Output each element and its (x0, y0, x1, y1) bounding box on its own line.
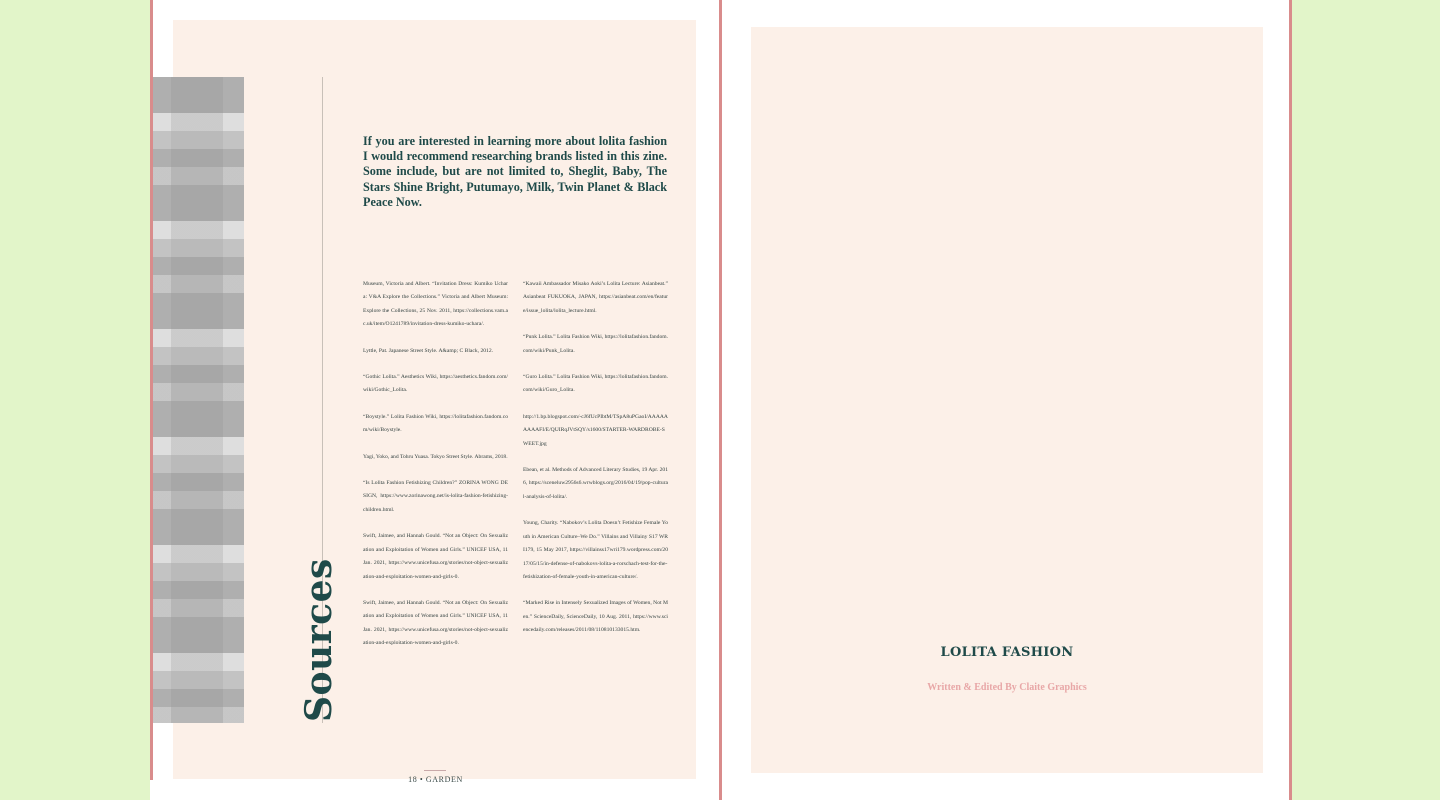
reference-item: Young, Charity. “Nabokov’s Lolita Doesn’t Fetishize Female Youth in American Culture–We Do.” Villains and Villainy S17 WRI179, 15 May 2017, https://villainss17wri179.wordpress.com/2017/05/15/in-defense-of-nabokovs-lolita-a-rorschach-test-for-the-fetishization-of-female-youth-in-american-culture/. (523, 520, 668, 580)
gingham-pattern-strip (153, 77, 244, 723)
reference-item: Swift, Jaimee, and Hannah Gould. “Not an Object: On Sexualization and Exploitation of Women and Girls.” UNICEF USA, 11 Jan. 2021, https://www.unicefusa.org/stories/not-object-sexualization-and-exploitation-women-and-girls-0. (363, 599, 508, 647)
page-edge-right (1289, 0, 1292, 800)
references-column-2 (523, 278, 668, 651)
reference-item: “Is Lolita Fashion Fetishizing Children?” ZORINA WONG DESIGN, https://www.zorinawong.net/is-lolita-fashion-fetishizing-children.html. (363, 480, 508, 513)
right-page (721, 0, 1292, 800)
reference-item: “Kawaii Ambassador Misako Aoki’s Lolita Lecture: Asianbeat.” Asianbeat FUKUOKA, JAPAN, https://asianbeat.com/en/feature/issue_lolita/lolita_lecture.html. (523, 281, 668, 314)
reference-item: “Marked Rise in Intensely Sexualized Images of Women, Not Men.” ScienceDaily, ScienceDaily, 10 Aug. 2011, https://www.sciencedaily.com/releases/2011/08/110810133015.htm. (523, 600, 668, 634)
page-edge-left (150, 0, 153, 780)
left-page (150, 0, 721, 800)
reference-item: Lyttle, Pat. Japanese Street Style. A&amp; C Black, 2012. (363, 347, 494, 354)
zine-credit: Written & Edited By Claite Graphics (927, 682, 1087, 693)
reference-item: “Gothic Lolita.” Aesthetics Wiki, https://aesthetics.fandom.com/wiki/Gothic_Lolita. (363, 374, 508, 394)
reference-item: Yagi, Yoko, and Tohru Yuasa. Tokyo Street Style. Abrams, 2018. (363, 453, 508, 460)
page-footer: 18 • GARDEN (408, 775, 463, 784)
reference-item: Swift, Jaimee, and Hannah Gould. “Not an Object: On Sexualization and Exploitation of Women and Girls.” UNICEF USA, 11 Jan. 2021, https://www.unicefusa.org/stories/not-object-sexualization-and-exploitation-women-and-girls-0. (363, 533, 508, 580)
reference-item: “Guro Lolita.” Lolita Fashion Wiki, https://lolitafashion.fandom.com/wiki/Guro_Lolita. (523, 374, 668, 394)
footer-rule (424, 770, 446, 771)
reference-item: “Boystyle.” Lolita Fashion Wiki, https://lolitafashion.fandom.com/wiki/Boystyle. (363, 413, 508, 434)
reference-item: Ebean, et al. Methods of Advanced Literary Studies, 19 Apr. 2016, https://sceneluw2956s6.wrwblogs.org/2016/04/19/pop-cultural-analysis-of-lolita/. (523, 467, 668, 500)
zine-title: LOLITA FASHION (940, 645, 1074, 660)
reference-item: Museum, Victoria and Albert. “Invitation Dress: Kumiko Uchara: V&A Explore the Collections.” Victoria and Albert Museum: Explore the Collections, 25 Nov. 2011, https://collections.vam.ac.uk/item/O1241789/invitation-dress-kumiko-uchara/. (363, 281, 508, 328)
reference-item: http://1.bp.blogspot.com/-cJ6fUcPIbtM/TSpA8uPGaoI/AAAAAAAAAFI/E/QUIRqJVtSQY/s1600/STARTER-WARDROBE-SWEET.jpg (523, 413, 668, 447)
reference-item: “Punk Lolita.” Lolita Fashion Wiki, https://lolitafashion.fandom.com/wiki/Punk_Lolita. (523, 334, 668, 354)
intro-paragraph: If you are interested in learning more about lolita fashion I would recommend researching brands listed in this zine. Some include, but are not limited to, Sheglit, Baby, The Stars Shine Bright, Putumayo, Milk, Twin Planet & Black Peace Now. (363, 134, 667, 209)
right-page-background (751, 27, 1263, 773)
section-title: Sources (298, 558, 340, 722)
page-gutter (719, 0, 722, 800)
references-column-1 (363, 278, 508, 664)
magazine-spread (150, 0, 1292, 800)
